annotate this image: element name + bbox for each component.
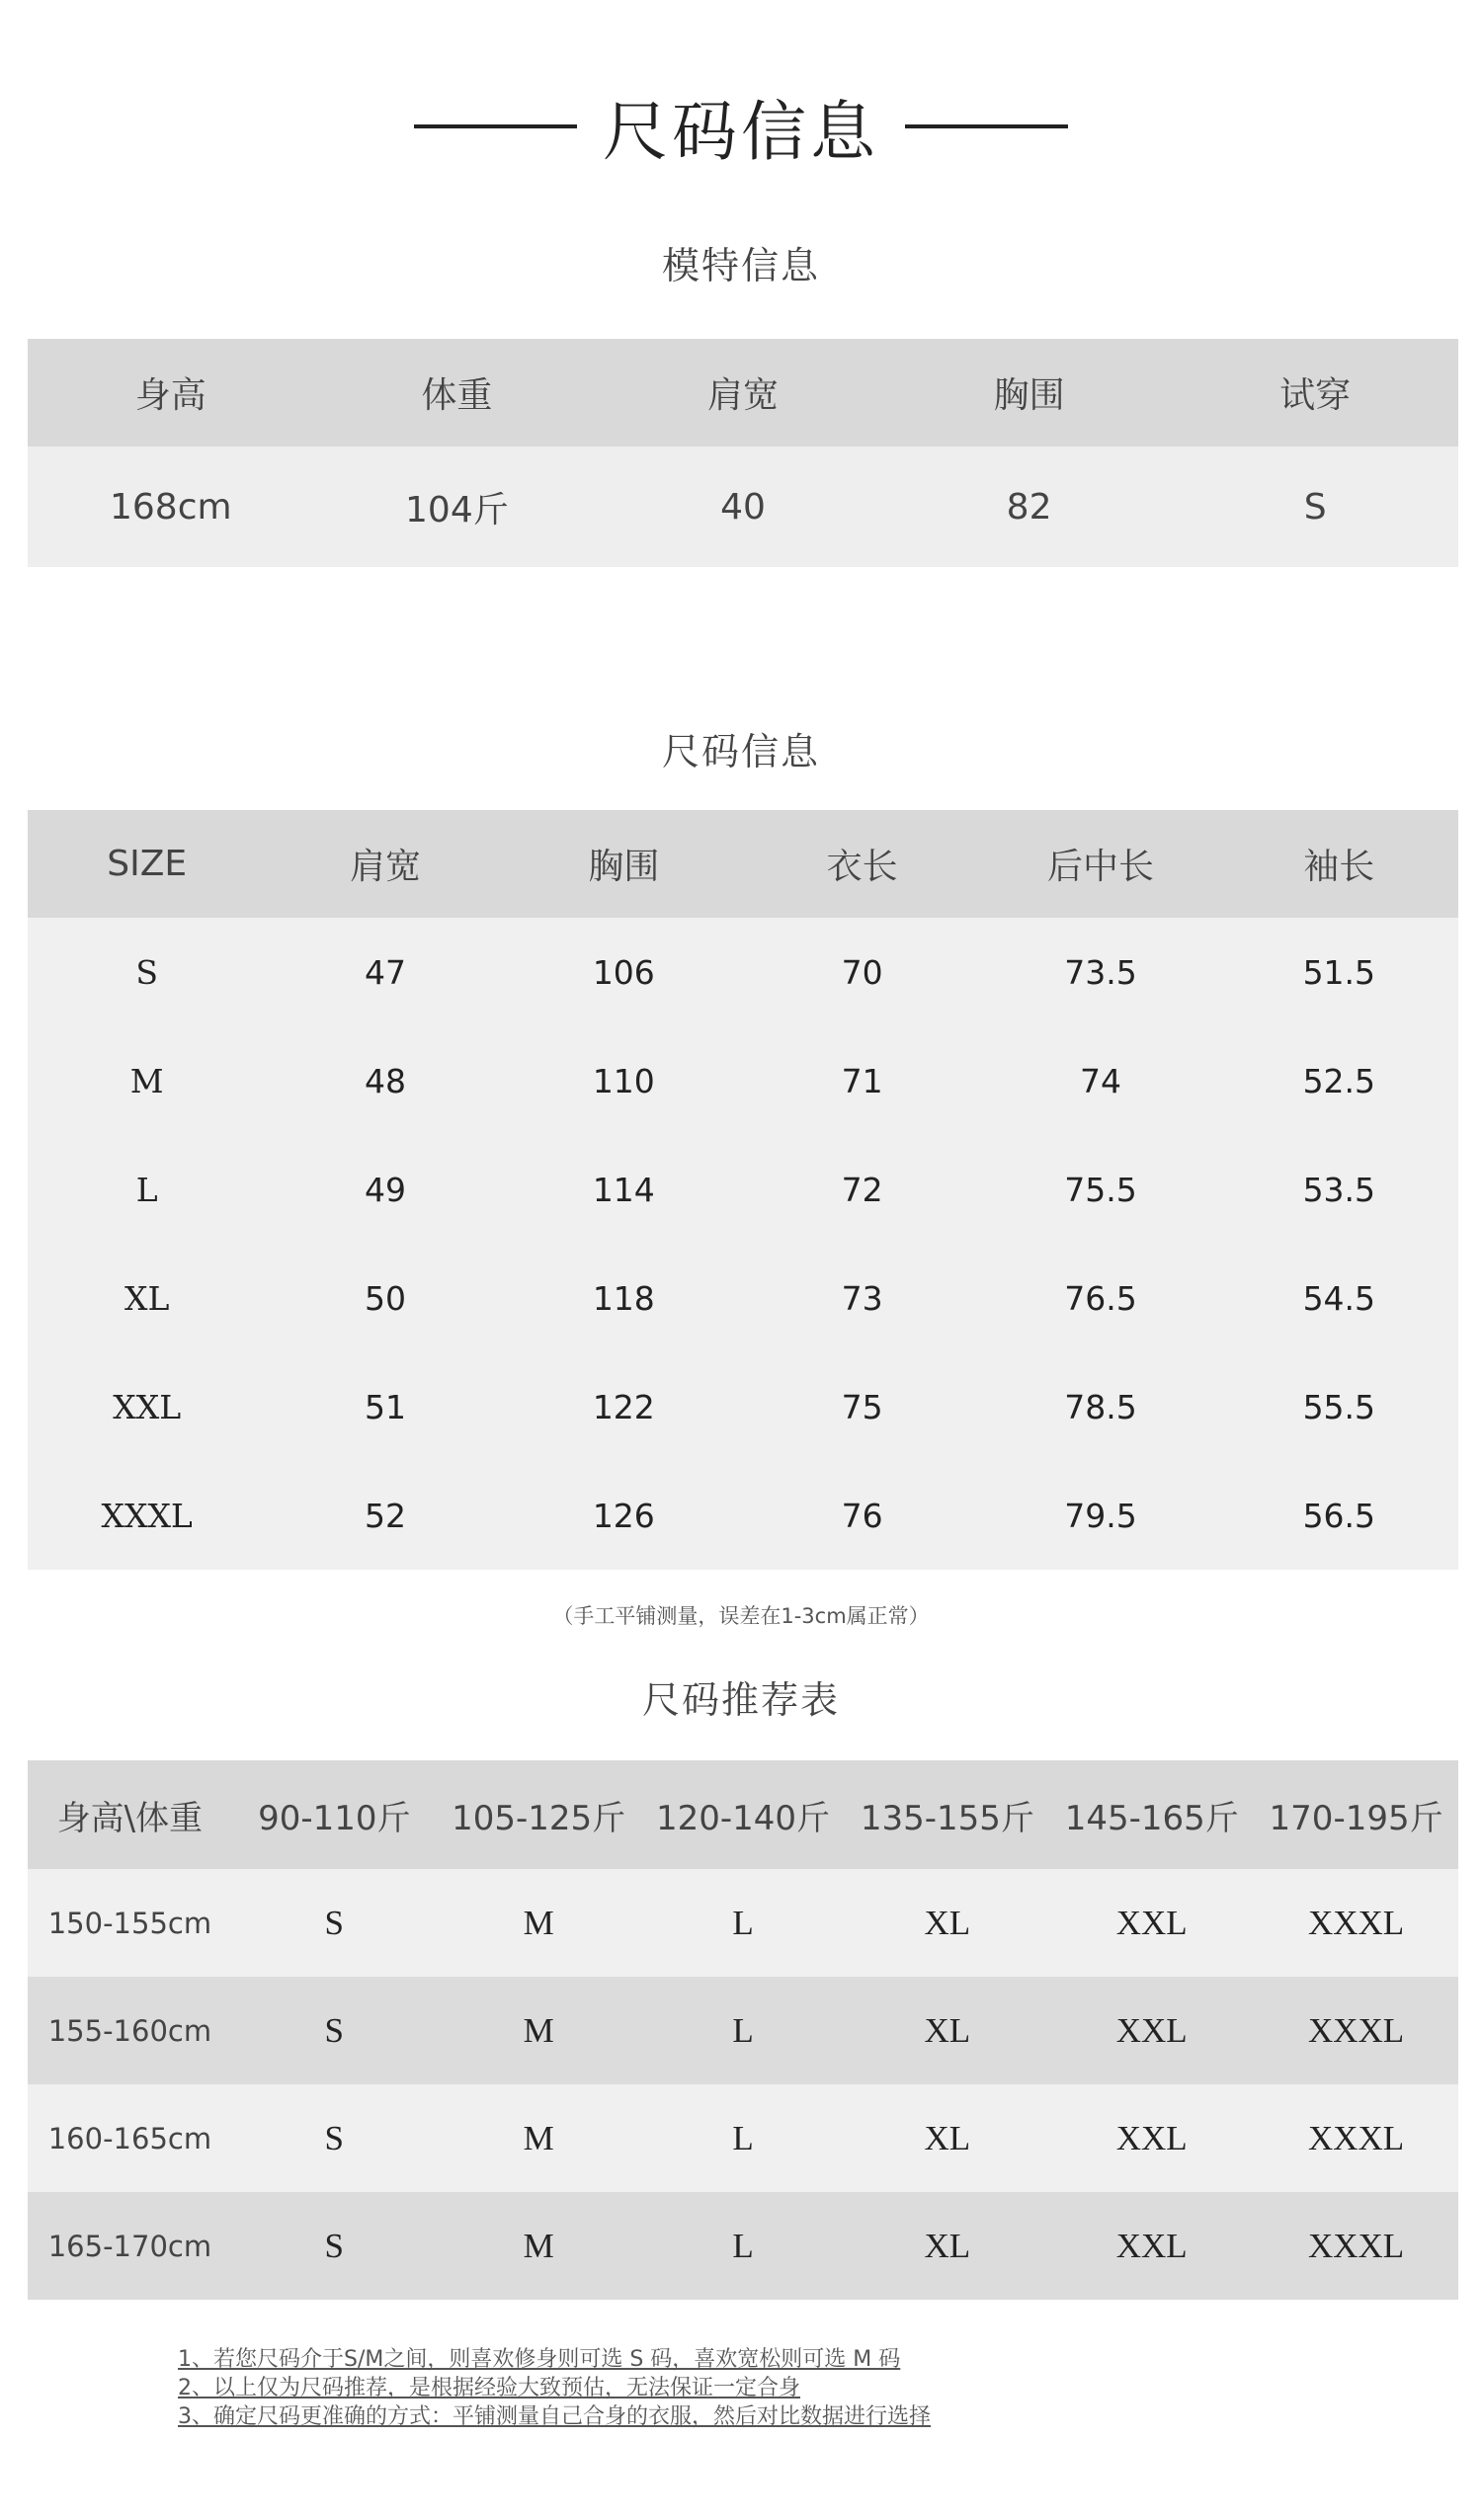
size-cell: L (732, 2226, 754, 2265)
size-cell: S (324, 2010, 345, 2050)
recommend-header-cell: 105-125斤 (452, 1798, 626, 1838)
table-row (28, 1869, 1458, 1977)
size-cell: 126 (592, 1496, 655, 1535)
size-cell: 47 (364, 952, 406, 992)
model-section-title: 模特信息 (661, 244, 820, 287)
size-header-cell: 袖长 (1303, 847, 1375, 887)
page-title: 尺码信息 (603, 94, 879, 170)
size-cell: XXL (1115, 2226, 1188, 2265)
size-cell: L (732, 2118, 754, 2157)
size-cell: XXXL (1307, 2226, 1405, 2265)
title-line-right (905, 124, 1068, 128)
tip-item: 2、以上仅为尺码推荐，是根据经验大致预估，无法保证一定合身 (178, 2376, 800, 2400)
model-value-bust: 82 (1006, 486, 1052, 528)
title-line-left (414, 124, 577, 128)
size-section-title: 尺码信息 (661, 730, 820, 773)
model-header-shoulder: 肩宽 (706, 375, 779, 416)
height-range-cell: 155-160cm (47, 2013, 212, 2048)
height-range-cell: 150-155cm (47, 1906, 212, 1940)
size-cell: XXL (1115, 2010, 1188, 2050)
size-table-body (28, 918, 1458, 1570)
size-cell: 49 (364, 1170, 406, 1209)
size-cell: 122 (592, 1387, 655, 1426)
model-value-height: 168cm (110, 486, 232, 528)
size-cell: M (523, 2226, 554, 2265)
recommend-table (28, 1760, 1458, 2300)
size-cell: S (324, 1903, 345, 1942)
size-cell: 110 (592, 1061, 655, 1100)
tip-item: 3、确定尺码更准确的方式：平铺测量自己合身的衣服，然后对比数据进行选择 (178, 2404, 931, 2429)
size-cell: 50 (364, 1278, 406, 1318)
table-row (28, 1026, 1458, 1135)
size-cell: 54.5 (1302, 1278, 1376, 1318)
size-cell: XXXL (1307, 1903, 1405, 1942)
measurement-note: （手工平铺测量，误差在1-3cm属正常） (552, 1604, 930, 1628)
size-cell: XL (924, 2226, 971, 2265)
size-cell: XXXL (1307, 2118, 1405, 2157)
size-header-cell: 衣长 (826, 847, 898, 887)
size-cell: 71 (841, 1061, 883, 1100)
size-cell: 106 (592, 952, 655, 992)
table-row (28, 1977, 1458, 2084)
size-cell: 74 (1079, 1061, 1121, 1100)
size-cell: 73.5 (1064, 952, 1137, 992)
size-cell: XL (924, 2118, 971, 2157)
recommend-header-cell: 身高\体重 (56, 1798, 204, 1838)
size-table (28, 810, 1458, 1570)
size-cell: XXXL (1307, 2010, 1405, 2050)
model-header-height: 身高 (134, 375, 206, 416)
size-cell: 70 (841, 952, 883, 992)
size-cell: M (523, 2010, 554, 2050)
height-range-cell: 160-165cm (47, 2121, 212, 2155)
size-cell: 55.5 (1302, 1387, 1376, 1426)
model-info-table (28, 339, 1458, 567)
tip-item: 1、若您尺码介于S/M之间，则喜欢修身则可选 S 码，喜欢宽松则可选 M 码 (178, 2347, 901, 2372)
size-header-cell: 后中长 (1046, 847, 1154, 887)
size-cell: L (732, 1903, 754, 1942)
model-header-row (28, 339, 1458, 447)
size-cell: XL (124, 1278, 170, 1318)
size-cell: 76 (841, 1496, 883, 1535)
size-cell: S (324, 2118, 345, 2157)
recommend-header-cell: 90-110斤 (258, 1798, 411, 1838)
model-header-tryon: 试穿 (1279, 375, 1352, 416)
size-header-cell: 胸围 (588, 847, 660, 887)
table-row (28, 1352, 1458, 1461)
model-value-shoulder: 40 (720, 486, 766, 528)
size-header-cell: SIZE (107, 844, 188, 884)
size-cell: XXL (1115, 2118, 1188, 2157)
size-cell: L (135, 1170, 158, 1209)
size-header-cell: 肩宽 (349, 847, 421, 887)
table-row (28, 918, 1458, 1026)
recommend-header-cell: 135-155斤 (860, 1798, 1034, 1838)
size-header-row (28, 810, 1458, 918)
size-cell: XXL (113, 1387, 182, 1426)
recommend-header-cell: 120-140斤 (655, 1798, 831, 1838)
table-row (28, 2084, 1458, 2192)
size-cell: 73 (841, 1278, 883, 1318)
model-header-weight: 体重 (421, 375, 493, 416)
size-cell: 56.5 (1302, 1496, 1376, 1535)
size-cell: 51 (364, 1387, 406, 1426)
main-title (0, 79, 1482, 173)
size-cell: XXL (1115, 1903, 1188, 1942)
size-cell: XL (924, 2010, 971, 2050)
table-row (28, 2192, 1458, 2300)
model-header-bust: 胸围 (993, 375, 1065, 416)
size-cell: 52.5 (1302, 1061, 1376, 1100)
size-cell: S (324, 2226, 345, 2265)
tips-list (178, 2345, 931, 2431)
recommend-header-cell: 170-195斤 (1269, 1798, 1443, 1838)
size-cell: S (135, 952, 158, 992)
size-cell: XXXL (101, 1496, 193, 1535)
table-row (28, 1244, 1458, 1352)
size-cell: 75 (841, 1387, 883, 1426)
model-value-row (28, 447, 1458, 567)
height-range-cell: 165-170cm (47, 2229, 212, 2263)
size-cell: 53.5 (1302, 1170, 1376, 1209)
table-row (28, 1135, 1458, 1244)
size-cell: 114 (592, 1170, 655, 1209)
size-cell: 48 (364, 1061, 406, 1100)
size-cell: 79.5 (1064, 1496, 1137, 1535)
model-value-tryon: S (1303, 486, 1327, 528)
size-cell: 51.5 (1302, 952, 1376, 992)
size-cell: 76.5 (1064, 1278, 1137, 1318)
size-cell: M (129, 1061, 164, 1100)
size-cell: 78.5 (1064, 1387, 1137, 1426)
size-cell: XL (924, 1903, 971, 1942)
size-cell: 72 (841, 1170, 883, 1209)
size-cell: L (732, 2010, 754, 2050)
recommend-section-title: 尺码推荐表 (641, 1678, 840, 1722)
size-cell: 75.5 (1064, 1170, 1137, 1209)
size-cell: M (523, 2118, 554, 2157)
size-cell: 52 (364, 1496, 406, 1535)
table-row (28, 1461, 1458, 1570)
recommend-header-cell: 145-165斤 (1064, 1798, 1239, 1838)
size-cell: M (523, 1903, 554, 1942)
size-cell: 118 (592, 1278, 655, 1318)
recommend-header-row (28, 1760, 1458, 1869)
model-value-weight: 104斤 (405, 489, 509, 530)
